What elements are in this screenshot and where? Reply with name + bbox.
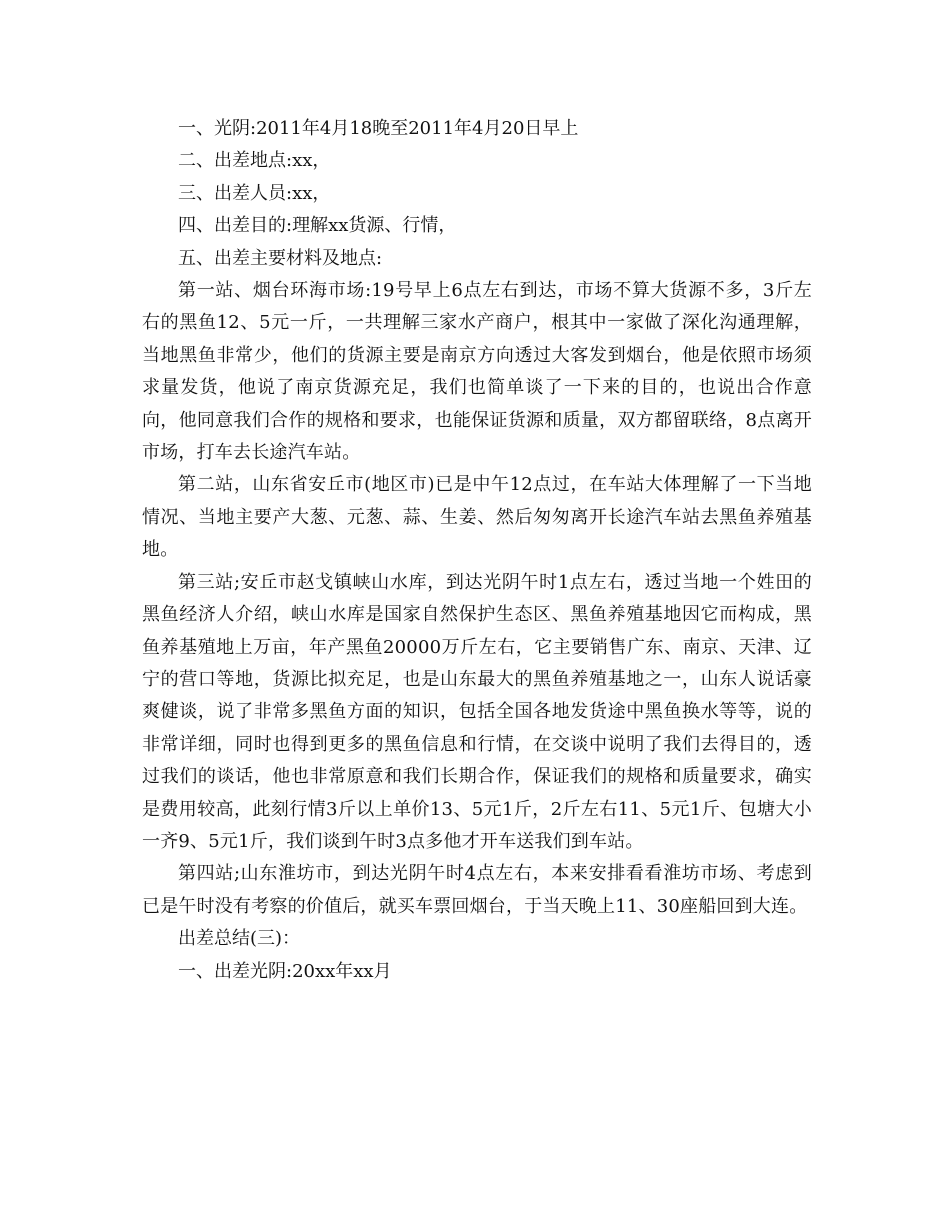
personnel-line: 三、出差人员:xx， [178, 182, 331, 204]
location-line: 二、出差地点:xx， [178, 150, 331, 172]
paragraph-stop-1: 第一站、烟台环海市场:19号早上6点左右到达，市场不算大货源不多，3斤左右的黑鱼12、5元一斤，一共理解三家水产商户，根其中一家做了深化沟通理解，当地黑鱼非常少，他们的货源主要是南京方向透过大客发到烟台，他是依照市场须求量发货，他说了南京货源充足，我们也简单谈了一下来的目的，也说出合作意向，他同意我们合作的规格和要求，也能保证货源和质量，双方都留联络，8点离开市场，打车去长途汽车站。 [142, 280, 812, 464]
time-line: 一、光阴:2011年4月18晚至2011年4月20日早上 [178, 118, 579, 139]
paragraph-stop-4: 第四站;山东淮坊市，到达光阴午时4点左右，本来安排看看淮坊市场、考虑到已是午时没有考察的价值后，就买车票回烟台，于当天晚上11、30座船回到大连。 [142, 863, 812, 917]
document-body [142, 113, 812, 988]
summary-heading: 出差总结(三)： [178, 928, 301, 950]
purpose-line: 四、出差目的:理解xx货源、行情， [178, 215, 457, 237]
materials-heading: 五、出差主要材料及地点: [178, 247, 383, 269]
paragraph-stop-3: 第三站;安丘市赵戈镇峡山水库，到达光阴午时1点左右，透过当地一个姓田的黑鱼经济人介绍，峡山水库是国家自然保护生态区、黑鱼养殖基地因它而构成，黑鱼养基殖地上万亩，年产黑鱼20000万斤左右，它主要销售广东、南京、天津、辽宁的营口等地，货源比拟充足，也是山东最大的黑鱼养殖基地之一，山东人说话豪爽健谈，说了非常多黑鱼方面的知识，包括全国各地发货途中黑鱼换水等等，说的非常详细，同时也得到更多的黑鱼信息和行情，在交谈中说明了我们去得目的，透过我们的谈话，他也非常原意和我们长期合作，保证我们的规格和质量要求，确实是费用较高，此刻行情3斤以上单价13、5元1斤，2斤左右11、5元1斤、包塘大小一齐9、5元1斤，我们谈到午时3点多他才开车送我们到车站。 [142, 571, 812, 852]
paragraph-stop-2: 第二站，山东省安丘市(地区市)已是中午12点过，在车站大体理解了一下当地情况、当地主要产大葱、元葱、蒜、生姜、然后匆匆离开长途汽车站去黑鱼养殖基地。 [142, 474, 812, 561]
summary-time-line: 一、出差光阴:20xx年xx月 [178, 960, 392, 982]
